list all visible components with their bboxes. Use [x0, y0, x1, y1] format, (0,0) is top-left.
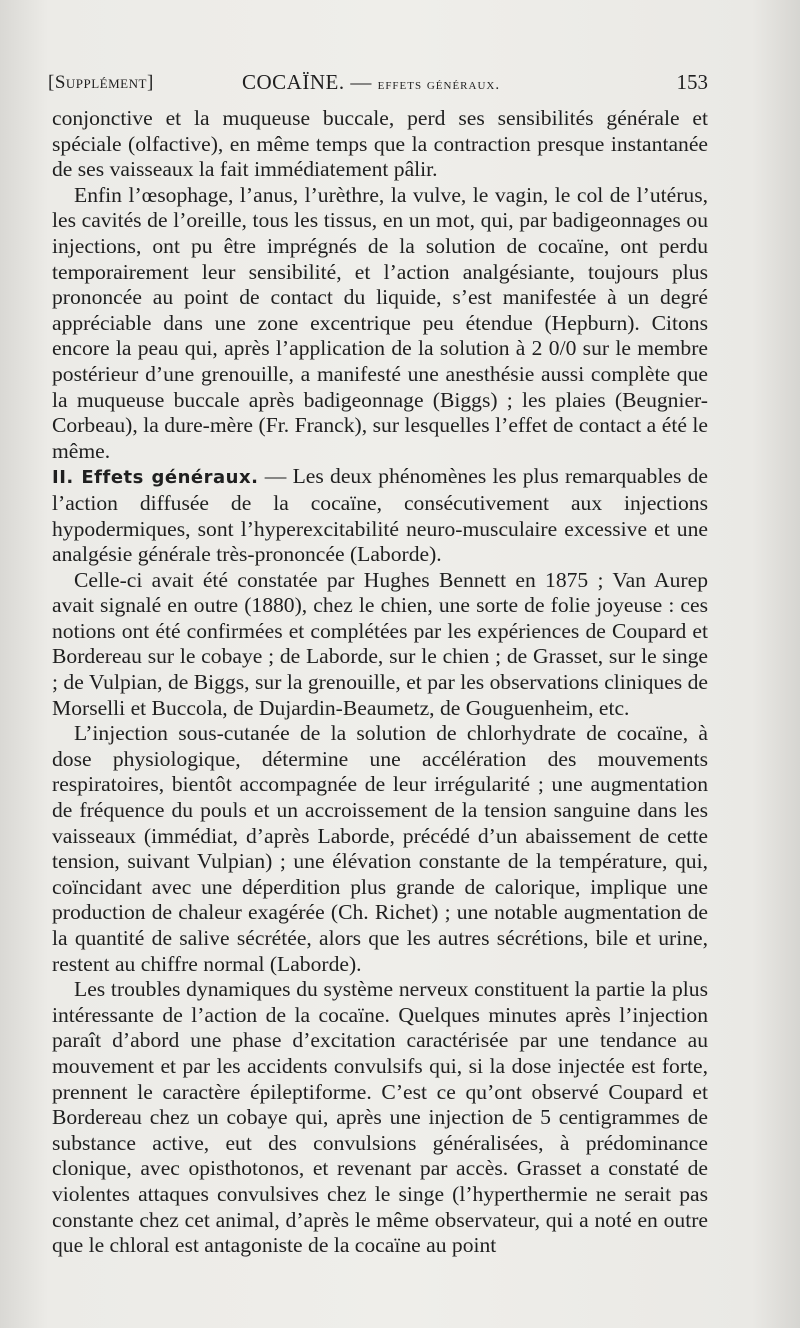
paragraph [52, 106, 708, 183]
paragraph-text: L’injection sous-cutanée de la solution de chlorhydrate de cocaïne, à dose physiologique, détermine une accélération des mouvements respiratoires, bientôt accompagnée de leur irrégularité ; une augmentation de fréquence du pouls et un accroissement de la tension sanguine dans les vaisseaux (immédiat, d’après Laborde, précédé d’un abaissement de cette tension, suivant Vulpian) ; une élévation constante de la température, qui, coïncidant avec une déperdition plus grande de calorique, implique une production de chaleur exagérée (Ch. Richet) ; une notable augmentation de la quantité de salive sécrétée, alors que les autres sécrétions, bile et urine, restent au chiffre normal (Laborde). [52, 721, 708, 976]
section-heading: II. Effets généraux. [52, 467, 259, 489]
header-title [242, 70, 500, 95]
paragraph-text: Celle-ci avait été constatée par Hughes Bennett en 1875 ; Van Aurep avait signalé en outre (1880), chez le chien, une sorte de folie joyeuse : ces notions ont été confirmées et complétées par les expériences de Coupard et Bordereau sur le cobaye ; de Laborde, sur le chien ; de Grasset, sur le singe ; de Vulpian, de Biggs, sur la grenouille, et par les observations cliniques de Morselli et Buccola, de Dujardin-Beaumetz, de Gouguenheim, etc. [52, 567, 708, 720]
paragraph [52, 464, 708, 567]
header-title-main: COCAÏNE. — [242, 70, 378, 94]
paragraph [52, 568, 708, 722]
paragraph [52, 721, 708, 977]
page-number: 153 [676, 70, 708, 94]
paragraph-text: — Les deux phénomènes les plus remarquables de l’action diffusée de la cocaïne, consécutivement aux injections hypodermiques, sont l’hyperexcitabilité neuro-musculaire excessive et une analgésie générale très-prononcée (Laborde). [52, 464, 709, 567]
body-text [52, 106, 708, 1259]
paragraph [52, 977, 708, 1259]
header-title-sub: effets généraux. [377, 77, 501, 93]
paragraph-text: conjonctive et la muqueuse buccale, perd ses sensibilités générale et spéciale (olfactive), en même temps que la contraction presque instantanée de ses vaisseaux la fait immédiatement pâlir. [52, 106, 708, 182]
paragraph-text: Enfin l’œsophage, l’anus, l’urèthre, la vulve, le vagin, le col de l’utérus, les cavités de l’oreille, tous les tissus, en un mot, qui, par badigeonnages ou injections, ont pu être imprégnés de la solution de cocaïne, ont perdu temporairement leur sensibilité, et l’action analgésiante, toujours plus prononcée au point de contact du liquide, s’est manifestée à un degré appréciable dans une zone excentrique peu étendue (Hepburn). Citons encore la peau qui, après l’application de la solution à 2 0/0 sur le membre postérieur d’une grenouille, a manifesté une anesthésie aussi complète que la muqueuse buccale après badigeonnage (Biggs) ; les plaies (Beugnier-Corbeau), la dure-mère (Fr. Franck), sur lesquelles l’effet de contact a été le même. [52, 182, 708, 463]
running-header [48, 70, 708, 98]
header-section-label: [Supplément] [48, 72, 154, 93]
paragraph [52, 183, 708, 465]
paragraph-text: Les troubles dynamiques du système nerveux constituent la partie la plus intéressante de l’action de la cocaïne. Quelques minutes après l’injection paraît d’abord une phase d’excitation caractérisée par une tendance au mouvement et par les accidents convulsifs qui, si la dose injectée est forte, prennent le caractère épileptiforme. C’est ce qu’ont observé Coupard et Bordereau chez un cobaye qui, après une injection de 5 centigrammes de substance active, eut des convulsions généralisées, à prédominance clonique, avec opisthotonos, et revenant par accès. Grasset a constaté de violentes attaques convulsives chez le singe (l’hyperthermie ne serait pas constante chez cet animal, d’après le même observateur, qui a noté en outre que le chloral est antagoniste de la cocaïne au point [52, 977, 708, 1258]
